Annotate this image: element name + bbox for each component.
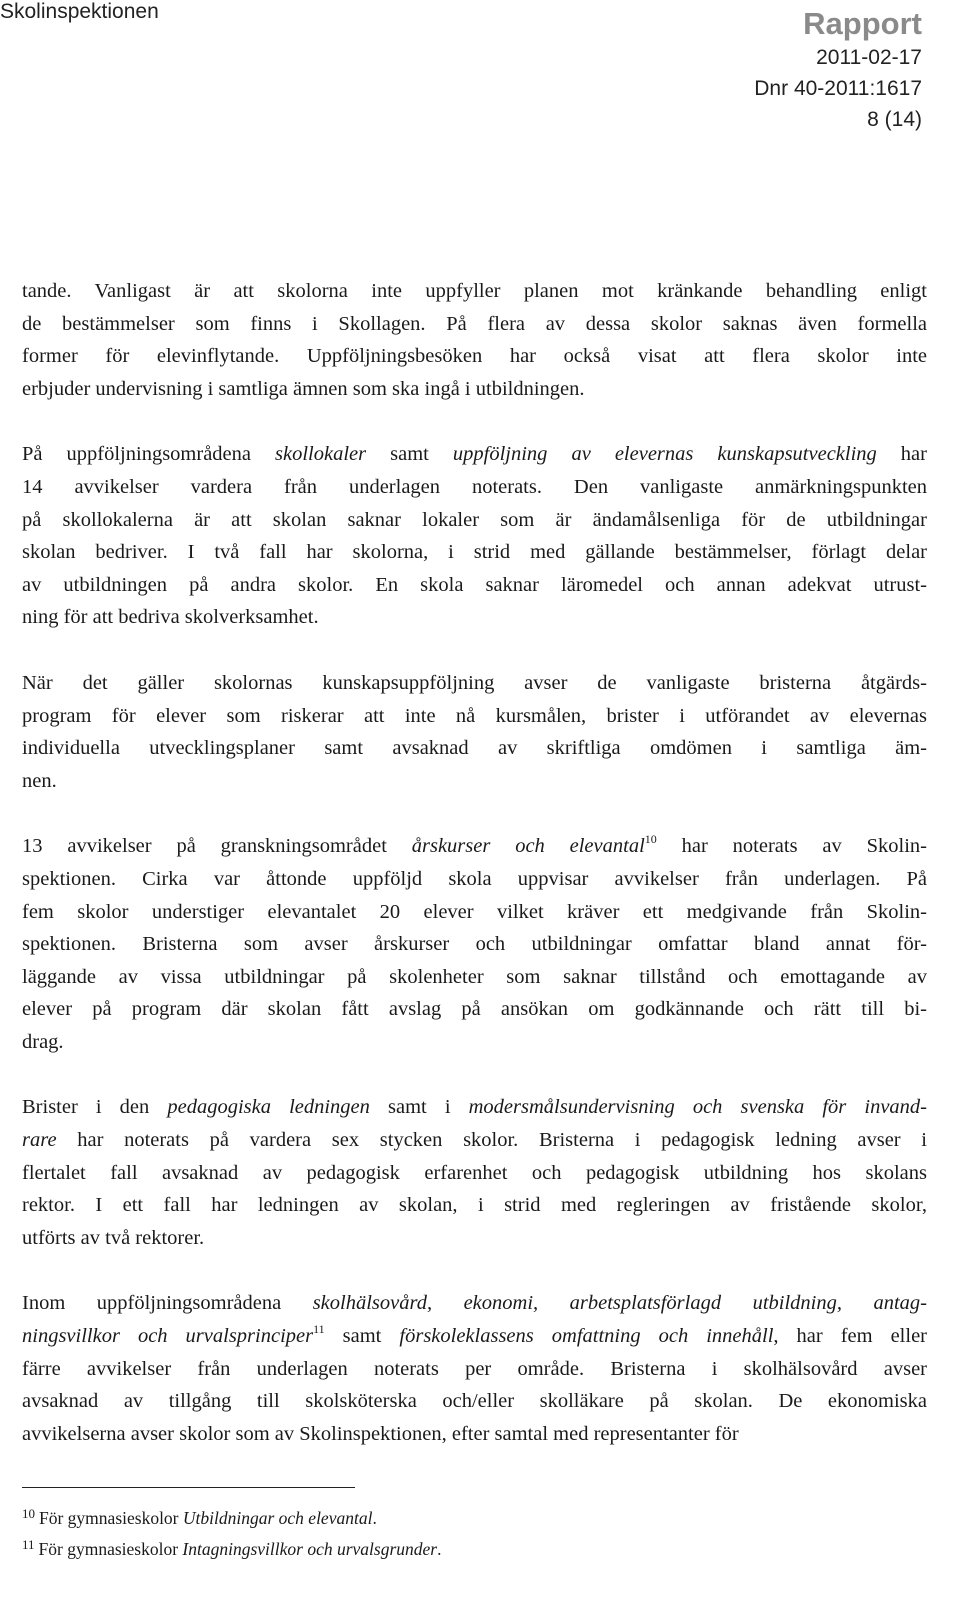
text-line — [22, 830, 927, 863]
text-line — [22, 340, 927, 373]
italic-term: skolhälsovård, ekonomi, arbetsplatsförlagd utbildning, antag- — [312, 1292, 927, 1315]
text-line — [22, 732, 927, 765]
text-line — [22, 438, 927, 471]
text-line — [22, 1222, 927, 1255]
text-line — [22, 308, 927, 341]
text-line — [22, 1026, 927, 1059]
italic-term: modersmålsundervisning och svenska för invand- — [468, 1096, 927, 1119]
footnote-title: Intagningsvillkor och urvalsgrunder — [182, 1539, 438, 1559]
text-run: individuella utvecklingsplaner samt avsaknad av skriftliga omdömen i samtliga äm- — [22, 737, 927, 760]
footnote — [22, 1503, 442, 1534]
text-line — [22, 1385, 927, 1418]
text-run: de bestämmelser som finns i Skollagen. På flera av dessa skolor saknas även formella — [22, 312, 927, 335]
text-run: program för elever som riskerar att inte nå kursmålen, brister i utförandet av elevernas — [22, 704, 927, 727]
footnote-text: För gymnasieskolor — [39, 1508, 183, 1528]
footnote — [22, 1534, 442, 1565]
text-run: samt — [366, 443, 453, 466]
text-run: På uppföljningsområdena — [22, 443, 276, 466]
italic-term: pedagogiska ledningen — [167, 1096, 370, 1119]
text-run: färre avvikelser från underlagen noterats per område. Bristerna i skolhälsovård avser — [22, 1357, 927, 1380]
italic-term: uppföljning av elevernas kunskapsutveckling — [452, 443, 877, 466]
footnote-reference: 11 — [313, 1322, 325, 1337]
text-run: erbjuder undervisning i samtliga ämnen som ska ingå i utbildningen. — [22, 377, 585, 400]
text-line — [22, 1287, 927, 1320]
footnote-reference: 10 — [644, 832, 657, 847]
report-title: Rapport — [803, 6, 922, 41]
text-line — [22, 993, 927, 1026]
text-run: Brister i den — [22, 1096, 168, 1119]
italic-term: årskurser och elevantal — [411, 835, 645, 858]
text-line — [22, 1091, 927, 1124]
footnote-end: . — [372, 1508, 377, 1528]
text-line — [22, 765, 927, 798]
text-run: avvikelserna avser skolor som av Skolinspektionen, efter samtal med representanter för — [22, 1422, 739, 1445]
italic-term: skollokaler — [275, 443, 367, 466]
text-run: 14 avvikelser vardera från underlagen noterats. Den vanligaste anmärkningspunkten — [22, 475, 927, 498]
text-line — [22, 536, 927, 569]
text-line — [22, 667, 927, 700]
text-line — [22, 471, 927, 504]
paragraph — [22, 667, 927, 797]
text-run: utförts av två rektorer. — [22, 1226, 205, 1249]
text-run: har noterats på vardera sex stycken skolor. Bristerna i pedagogisk ledning avser i — [56, 1129, 927, 1152]
paragraph — [22, 438, 927, 634]
text-line — [22, 1157, 927, 1190]
text-line — [22, 961, 927, 994]
footnote-number: 10 — [22, 1506, 35, 1521]
paragraph — [22, 830, 927, 1058]
italic-term: rare — [22, 1129, 57, 1152]
text-run: drag. — [22, 1030, 64, 1053]
text-run: av utbildningen på andra skolor. En skola saknar läromedel och annan adekvat utrust- — [22, 573, 927, 596]
report-date: 2011-02-17 — [816, 46, 922, 69]
case-number: Dnr 40-2011:1617 — [754, 77, 922, 100]
text-line — [22, 928, 927, 961]
text-line — [22, 1353, 927, 1386]
text-run: samt i — [369, 1096, 469, 1119]
text-line — [22, 569, 927, 602]
italic-term: ningsvillkor och urvalsprinciper — [22, 1325, 314, 1348]
text-line — [22, 1418, 927, 1451]
text-run: samt — [324, 1325, 400, 1348]
text-run: flertalet fall avsaknad av pedagogisk erfarenhet och pedagogisk utbildning hos skolans — [22, 1161, 927, 1184]
text-line — [22, 896, 927, 929]
text-run: har — [876, 443, 927, 466]
text-run: rektor. I ett fall har ledningen av skolan, i strid med regleringen av fristående skolor, — [22, 1194, 927, 1217]
footnote-divider — [22, 1487, 355, 1488]
paragraph — [22, 1091, 927, 1254]
organization-name: Skolinspektionen — [0, 0, 159, 23]
text-line — [22, 700, 927, 733]
text-line — [22, 601, 927, 634]
text-run: Inom uppföljningsområdena — [22, 1292, 313, 1315]
text-run: elever på program där skolan fått avslag på ansökan om godkännande och rätt till bi- — [22, 998, 927, 1021]
text-line — [22, 373, 927, 406]
text-run: När det gäller skolornas kunskapsuppföljning avser de vanligaste bristerna åtgärds- — [22, 671, 927, 694]
text-run: läggande av vissa utbildningar på skolenheter som saknar tillstånd och emottagande av — [22, 965, 927, 988]
text-line — [22, 863, 927, 896]
text-run: former för elevinflytande. Uppföljningsbesöken har också visat att flera skolor inte — [22, 345, 927, 368]
document-header — [754, 6, 922, 135]
text-run: på skollokalerna är att skolan saknar lokaler som är ändamålsenliga för de utbildningar — [22, 508, 927, 531]
text-run: fem skolor understiger elevantalet 20 elever vilket kräver ett medgivande från Skolin- — [22, 900, 927, 923]
text-line — [22, 1189, 927, 1222]
text-line — [22, 1320, 927, 1353]
italic-term: förskoleklassens omfattning och innehåll — [399, 1325, 774, 1348]
footnote-text: För gymnasieskolor — [38, 1539, 183, 1559]
footnote-title: Utbildningar och elevantal — [182, 1508, 373, 1528]
page-number: 8 (14) — [867, 108, 922, 131]
text-run: spektionen. Cirka var åttonde uppföljd skola uppvisar avvikelser från underlagen. På — [22, 867, 927, 890]
text-run: 13 avvikelser på granskningsområdet — [22, 835, 412, 858]
report-body — [22, 275, 927, 1450]
footnotes — [22, 1503, 442, 1565]
text-line — [22, 504, 927, 537]
text-run: spektionen. Bristerna som avser årskurser och utbildningar omfattar bland annat för- — [22, 933, 927, 956]
paragraph — [22, 275, 927, 405]
text-line — [22, 275, 927, 308]
text-run: nen. — [22, 769, 57, 792]
text-run: ning för att bedriva skolverksamhet. — [22, 606, 319, 629]
text-line — [22, 1124, 927, 1157]
paragraph — [22, 1287, 927, 1450]
footnote-end: . — [437, 1539, 442, 1559]
text-run: avsaknad av tillgång till skolsköterska och/eller skolläkare på skolan. De ekonomiska — [22, 1390, 927, 1413]
text-run: har noterats av Skolin- — [656, 835, 927, 858]
footnote-number: 11 — [22, 1537, 35, 1552]
text-run: tande. Vanligast är att skolorna inte uppfyller planen mot kränkande behandling enligt — [22, 280, 927, 302]
text-run: , har fem eller — [773, 1325, 928, 1348]
text-run: skolan bedriver. I två fall har skolorna, i strid med gällande bestämmelser, förlagt delar — [22, 541, 927, 564]
